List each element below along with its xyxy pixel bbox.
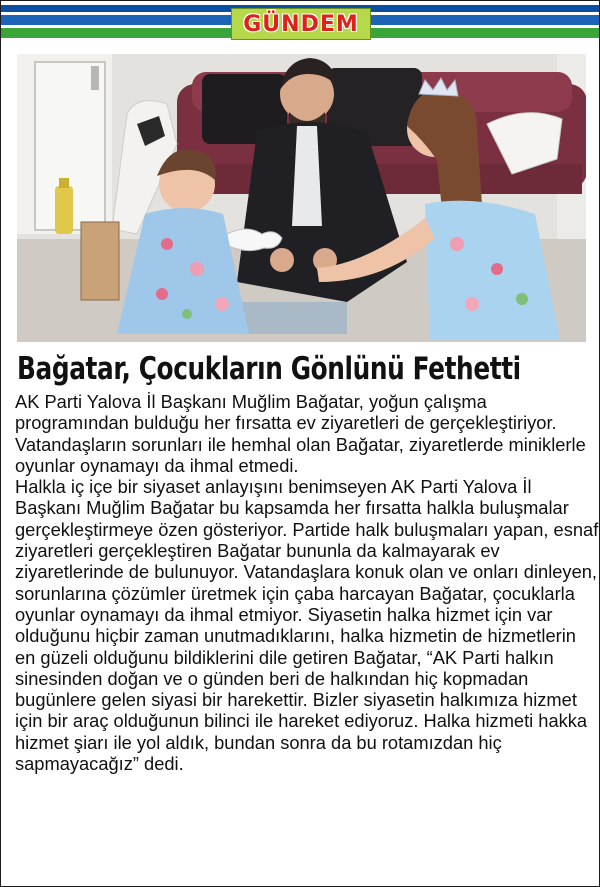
article-paragraph: Halkla iç içe bir siyaset anlayışını benimseyen AK Parti Yalova İl Başkanı Muğlim Bağatar bu kapsamda her fırsatta halkla buluşmalar gerçekleştirmeye özen gösteriyor. Partide halk buluşmaları yapan, esnaf ziyaretleri gerçekleştiren Bağatar bununla da kalmayarak ev ziyaretlerinde de bulunuyor. Vatandaşlara konuk olan ve onları dinleyen, sorunlarına çözümler üretmek için çaba harcayan Bağatar, çocuklarla oyunlar oynamayı da ihmal etmiyor. Siyasetin halka hizmet için var olduğunu hiçbir zaman unutmadıklarını, halka hizmetin de hizmetlerin en güzeli olduğunu bildiklerini dile getiren Bağatar, “AK Parti halkın sinesinden doğan ve o günden beri de halkından hiç kopmadan bugünlere gelen siyasi bir harekettir. Bizler siyasetin halkımıza hizmet için bir araç olduğunun bilinci ile hareket ediyoruz. Halka hizmeti hakka hizmet şiarı ile yol aldık, bundan sonra da bu rotamızdan hiç sapmayacağız” dedi. xyxy=(15,476,599,775)
section-label-box xyxy=(231,8,371,40)
article-photo xyxy=(17,54,586,342)
section-title: GÜNDEM xyxy=(243,11,359,37)
section-banner xyxy=(1,1,599,45)
article-paragraph: AK Parti Yalova İl Başkanı Muğlim Bağatar, yoğun çalışma programından bulduğu her fırsatta ev ziyaretleri de gerçekleştiriyor. Vatandaşların sorunları ile hemhal olan Bağatar, ziyaretlerde miniklerle oyunlar oynamayı da ihmal etmedi. xyxy=(15,391,586,476)
article-headline: Bağatar, Çocukların Gönlünü Fethetti xyxy=(17,351,521,387)
article-body xyxy=(15,391,600,774)
